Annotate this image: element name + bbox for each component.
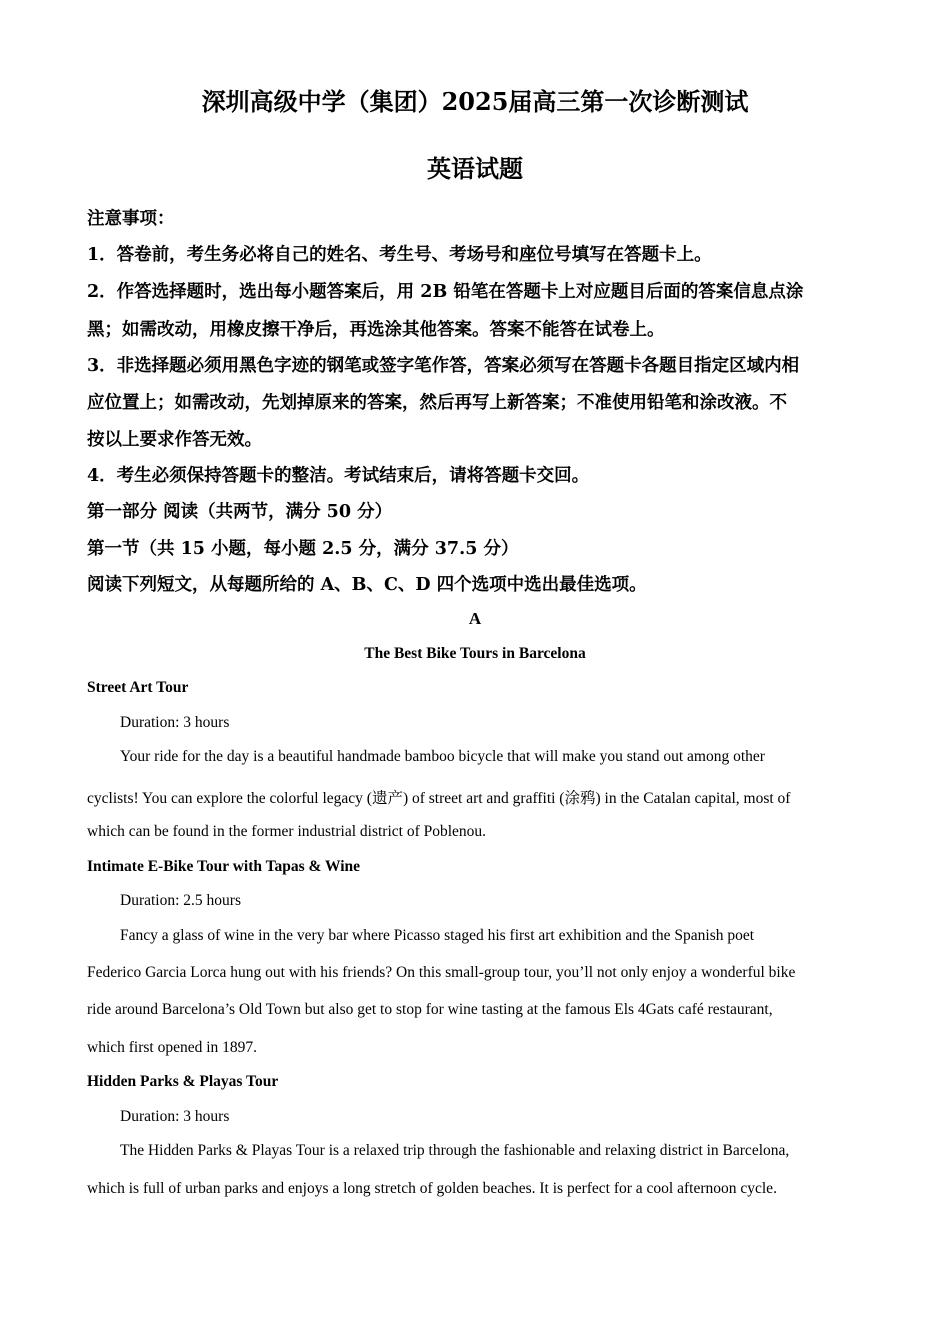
tour-text-line: Federico Garcia Lorca hung out with his friends? On this small-group tour, you’ll not only enjoy a wonderful bike [87, 964, 796, 981]
tour-name: Intimate E-Bike Tour with Tapas & Wine [87, 858, 361, 875]
tour-name: Street Art Tour [87, 679, 189, 696]
tour-text-line: which can be found in the former industrial district of Poblenou. [87, 823, 487, 840]
notice-line: 2．作答选择题时，选出每小题答案后，用 2B 铅笔在答题卡上对应题目后面的答案信息点涂 [87, 282, 804, 302]
tour-text-line: The Hidden Parks & Playas Tour is a relaxed trip through the fashionable and relaxing district in Barcelona, [120, 1142, 790, 1159]
tour-text-line: Your ride for the day is a beautiful handmade bamboo bicycle that will make you stand out among other [120, 748, 765, 765]
tour-name: Hidden Parks & Playas Tour [87, 1073, 279, 1090]
tour-duration: Duration: 3 hours [120, 1108, 230, 1125]
tour-duration: Duration: 3 hours [120, 714, 230, 731]
notice-heading: 注意事项： [87, 209, 175, 229]
tour-text-line: Fancy a glass of wine in the very bar where Picasso staged his first art exhibition and the Spanish poet [120, 927, 755, 944]
passage-letter: A [468, 609, 482, 628]
notice-line: 应位置上；如需改动，先划掉原来的答案，然后再写上新答案；不准使用铅笔和涂改液。不 [87, 393, 787, 413]
section-title: 第一节（共 15 小题，每小题 2.5 分，满分 37.5 分） [87, 539, 519, 559]
passage-title: The Best Bike Tours in Barcelona [364, 645, 586, 662]
tour-text-line: which first opened in 1897. [87, 1039, 258, 1056]
notice-line: 黑；如需改动，用橡皮擦干净后，再选涂其他答案。答案不能答在试卷上。 [87, 320, 665, 340]
notice-line: 3．非选择题必须用黑色字迹的钢笔或签字笔作答，答案必须写在答题卡各题目指定区域内相 [87, 356, 800, 376]
tour-text-line: cyclists! You can explore the colorful legacy (遗产) of street art and graffiti (涂鸦) in the Catalan capital, most of [87, 790, 791, 807]
notice-line: 按以上要求作答无效。 [87, 430, 262, 450]
tour-duration: Duration: 2.5 hours [120, 892, 241, 909]
section-instruction: 阅读下列短文，从每题所给的 A、B、C、D 四个选项中选出最佳选项。 [87, 575, 647, 595]
exam-title: 深圳高级中学（集团）2025届高三第一次诊断测试 [201, 87, 749, 116]
exam-subtitle: 英语试题 [427, 154, 523, 183]
notice-line: 1．答卷前，考生务必将自己的姓名、考生号、考场号和座位号填写在答题卡上。 [87, 245, 712, 265]
tour-text-line: which is full of urban parks and enjoys a long stretch of golden beaches. It is perfect for a cool afternoon cycle. [87, 1180, 777, 1197]
part-title: 第一部分 阅读（共两节，满分 50 分） [87, 502, 393, 522]
notice-line: 4．考生必须保持答题卡的整洁。考试结束后，请将答题卡交回。 [87, 466, 590, 486]
tour-text-line: ride around Barcelona’s Old Town but also get to stop for wine tasting at the famous Els 4Gats café restaurant, [87, 1001, 773, 1018]
